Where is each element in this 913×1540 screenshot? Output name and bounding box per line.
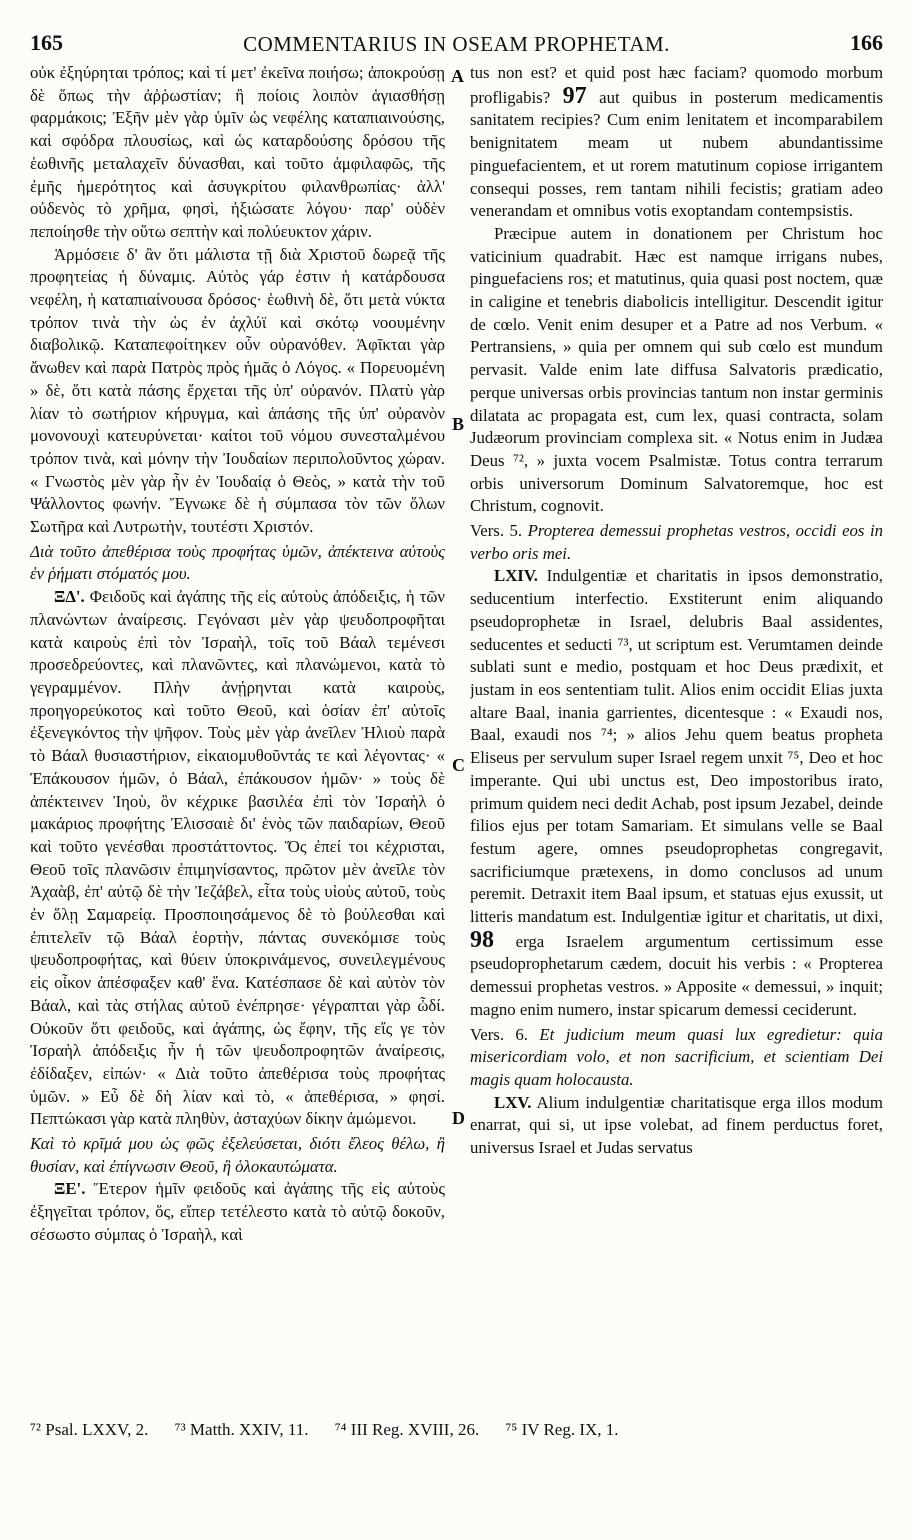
greek-paragraph: οὐκ ἐξηύρηται τρόπος; καὶ τί μετ' ἐκεῖνα ποιήσω; ἀποκρούσῃ δὲ ὅπως τὴν ἀῤῥωστίαν; ἢ ποίοις λοιπὸν ἁγιασθήσῃ φαρμάκοις; Ἐξῆν μὲν γὰρ ὑμῖν ὡς νεφέλης καταπιαινούσης, καὶ σφόδρα πλουσίως, καὶ ὡς καταρδούσης δρόσου τῆς ἑωθινῆς μεταλαχεῖν δύνασθαι, καὶ τοῦτο ἀμφιλαφῶς, τῆς ἐμῆς ἡμερότητος καὶ ἀσυγκρίτου φιλανθρωπίας· ἀλλ' οὐδενὸς τὸ χρῆμα, φησὶ, ἠξιώσατε λόγου· παρ' οὐδὲν πεποίησθε τὴν οὕτω σεπτὴν καὶ πολύευκτον χάριν.: [30, 63, 445, 241]
verse-text: Propterea demessui prophetas vestros, occidi eos in verbo oris mei.: [470, 521, 883, 563]
latin-text: Alium indulgentiæ charitatisque erga illos modum enarrat, qui si, ut ipse volebat, ad finem perductus foret, universus Israel et Judas servatus: [470, 1092, 883, 1158]
page-number-right: 166: [850, 30, 883, 55]
section-number: LXIV.: [494, 566, 538, 586]
section-number: ΞΕ'.: [54, 1179, 86, 1199]
verse-text: Et judicium meum quasi lux egredietur: quia misericordiam volo, et non sacrificium, et scientiam Dei magis quam holocausta.: [470, 1024, 883, 1089]
verse-label: Vers. 6.: [470, 1024, 528, 1044]
greek-lemma: Διὰ τοῦτο ἀπεθέρισα τοὺς προφήτας ὑμῶν, ἀπέκτεινα αὐτοὺς ἐν ῥήματι στόματός μου.: [30, 541, 445, 584]
latin-text: erga Israelem argumentum certissimum esse pseudoprophetarum cædem, docuit his verbis : « Propterea demessui prophetas vestros. » Apposite « demessui, » inquit; magno enim numero, instar spicarum demessi ceciderunt.: [470, 931, 883, 1019]
footnote: ⁷⁴ III Reg. XVIII, 26.: [334, 1420, 480, 1439]
footnote: ⁷² Psal. LXXV, 2.: [30, 1420, 149, 1439]
latin-text: tus non est? et quid post hæc faciam? quomodo morbum profligabis?: [470, 63, 883, 107]
section-number: ΞΔ'.: [54, 587, 85, 607]
verse-lemma: [470, 1024, 883, 1092]
greek-column: [30, 62, 445, 1442]
latin-text: aut quibus in posterum medicamentis sanitatem recipies? Cum enim lenitatem et incomparabilem benignitatem meam ut nubem abundantissime pinguefacientem, et ut rorem matutinum copiose irrigantem consequi posses, rem tantam nihili fecistis; gratiam adeo venerandam et omnibus votis exoptandam contempsistis.: [470, 87, 883, 221]
margin-letter-a: A: [451, 66, 464, 86]
footnote: ⁷⁵ IV Reg. IX, 1.: [505, 1420, 619, 1439]
margin-letter-d: D: [452, 1108, 465, 1128]
greek-text: Φειδοῦς καὶ ἀγάπης τῆς εἰς αὐτοὺς ἀπόδειξις, ἡ τῶν πλανώντων ἀναίρεσις. Γεγόνασι μὲν γὰρ ψευδοπροφῆται κατὰ καιροὺς ἐπὶ τὸν Ἰσραὴλ, τοῖς τοῦ Βάαλ τεμένεσι προσεδρεύοντες, καὶ πλανῶντες, καὶ πλανώμενοι, κατὰ τὸ γεγραμμένον. Πλὴν ἀνῄρηνται κατὰ καιροὺς, προηγορεύκοτος καὶ τοῦτο Θεοῦ, καὶ ὁσίαν ἐπ' αὐτοῖς ἐξενεγκόντος τὴν ψῆφον. Τοὺς μὲν γὰρ ἀνεῖλεν Ἠλιοὺ παρὰ τὸ Βάαλ θυσιαστήριον, εἰκαιομυθοῦντάς τε καὶ λέγοντας· « Ἐπάκουσον ἡμῶν, ὁ Βάαλ, ἐπάκουσον ἡμῶν· » τοὺς δὲ ἀπέκτεινεν Ἰηοὺ, ὃν κέχρικε βασιλέα ἐπὶ τὸν Ἰσραὴλ ὁ μακάριος προφήτης Ἐλισσαιὲ δι' ἑνὸς τῶν παιδαρίων, Θεοῦ καὶ τοῦτο γενέσθαι προστάττοντος. Ὅς ἐπεί τοι κέχρισται, Θεοῦ τοῖς πλανῶσιν ἐπιμηνίσαντος, πρῶτον μὲν ἀνεῖλε τὸν Ἀχαὰβ, ἐπ' αὐτῷ δὲ τὴν Ἰεζάβελ, εἶτα τοὺς υἱοὺς αὐτοῦ, τοὺς ἐν ὅλῃ Σαμαρείᾳ. Προσποιησάμενος δὲ τὸ βούλεσθαι καὶ ἐπιτελεῖν τῷ Βάαλ ἑορτὴν, πάντας συνεκόμισε τοὺς ψευδοπροφήτας, καὶ θύειν ὑποκρινάμενος, συνειλεγμένους εἰς οἶκον ἀπέσφαξεν καθ' ἕνα. Κατέσπασε δὲ καὶ αὐτὸν τὸν Βάαλ, καὶ τὰς στήλας αὐτοῦ ἐνέπρησε· γέγραπται γὰρ ὧδί. Οὐκοῦν ὅτι φειδοῦς, καὶ ἀγάπης, ὡς ἔφην, τῆς εἴς γε τὸν Ἰσραὴλ ἀπόδειξις ἦν ἡ τῶν ψευδοπροφητῶν ἀναίρεσις, ἐδίδαξεν, εἰπών· « Διὰ τοῦτο ἀπεθέρισα τοὺς προφήτας ὑμῶν. » Εὖ δὲ δὴ λίαν καὶ τὸ, « ἀπεθέρισα, » φησί. Πεπτώκασι γὰρ κατὰ πληθὺν, ἀσταχύων δίκην ἀμώμενοι.: [30, 587, 445, 1129]
latin-paragraph: [470, 565, 883, 1021]
greek-lemma: Καὶ τὸ κρῖμά μου ὡς φῶς ἐξελεύσεται, διότι ἔλεος θέλω, ἢ θυσίαν, καὶ ἐπίγνωσιν Θεοῦ, ἢ ὁλοκαυτώματα.: [30, 1134, 445, 1176]
latin-paragraph: Præcipue autem in donationem per Christum hoc vaticinium quadrabit. Hæc est namque irrigans nubes, pinguefaciens ros; et matutinus, quia quasi post noctem, quæ in caligine et tenebris diabolicis intelligitur. Descendit igitur de cœlo. Venit enim desuper et a Patre ad nos Verbum. « Pertransiens, » quia per omnem qui sub cœlo est mundum pervasit. Valde enim late diffusa Salvatoris prædicatio, perque universas orbis provincias tantum non instar germinis dilatata ac propagata est, cum lex, quasi contracta, solam Judæorum provinciam complexa sit. « Notus enim in Judæa Deus ⁷², » juxta vocem Psalmistæ. Totus contra terrarum orbis universorum Dominum Salvatoremque, hoc est Christum, cognovit.: [470, 223, 883, 516]
column-number: 97: [562, 82, 587, 109]
greek-paragraph: [30, 1178, 445, 1246]
verse-lemma: [470, 520, 883, 565]
latin-column: [470, 62, 883, 1442]
verse-label: Vers. 5.: [470, 521, 523, 541]
page-number-left: 165: [30, 30, 63, 55]
latin-paragraph: [470, 62, 883, 223]
greek-paragraph: Ἁρμόσειε δ' ἂν ὅτι μάλιστα τῇ διὰ Χριστοῦ δωρεᾷ τῆς προφητείας ἡ δύναμις. Αὐτὸς γάρ ἐστιν ἡ κατάρδουσα νεφέλη, ἡ καταπιαίνουσα δρόσος· ἑωθινὴ δὲ, ὅτι μετὰ νύκτα τρόπον τινὰ τὴν ὡς ἐν ἀχλύϊ καὶ σκότῳ νοουμένην διαβολικῷ. Καταπεφοίτηκεν οὖν οὐρανόθεν. Ἀφῖκται γὰρ ἄνωθεν καὶ παρὰ Πατρὸς πρὸς ἡμᾶς ὁ Λόγος. « Πορευομένη » δὲ, ὅτι κατὰ πάσης ἔρχεται τῆς ὑπ' οὐρανόν. Πλατὺ γὰρ λίαν τὸ σωτήριον κήρυγμα, καὶ ἁπάσης τῆς ὑπ' οὐρανὸν μονονουχὶ κατευρύνεται· καίτοι τοῦ νόμου συνεσταλμένου τρόπον τινὰ, καὶ μόνην τὴν Ἰουδαίων περιπολοῦντος χώραν. « Γνωστὸς μὲν γὰρ ἦν ἐν Ἰουδαίᾳ ὁ Θεὸς, » κατὰ τὴν τοῦ Ψάλλοντος φωνήν. Ἔγνωκε δὲ ἡ σύμπασα τὸν τῶν ὅλων Σωτῆρα καὶ Λυτρωτὴν, τουτέστι Χριστόν.: [30, 244, 445, 537]
section-number: LXV.: [494, 1092, 532, 1112]
running-title: COMMENTARIUS IN OSEAM PROPHETAM.: [243, 32, 670, 56]
latin-text: Indulgentiæ et charitatis in ipsos demonstratio, seducentium interfectio. Exstiterunt enim aliquando pseudoprophetæ in Israel, delubris Baal assidentes, seducentes et seducti ⁷³, ut scriptum est. Verumtamen deinde sublati sunt e medio, postquam et hoc Deus prædixit, et justam in eos sententiam tulit. Alios enim occidit Elias juxta altare Baal, inania garrientes, dicentesque : « Exaudi nos, Baal, exaudi nos ⁷⁴; » alios Jehu quem beatus propheta Eliseus per servulum super Israel regem unxit ⁷⁵, Deo et hoc imperante. Qui ubi unctus est, Deo impostoribus irato, primum quidem neci dedit Achab, post ipsum Jezabel, deinde filios ejus per totam Samariam. Et simulans velle se Baal festum agere, omnes pseudoprophetas congregavit, sacrificiumque prætexens, in domo conclusos ad unum peremit. Detraxit item Baal ipsum, et statuas ejus exussit, ut litteris mandatum est. Indulgentiæ igitur et charitatis, ut dixi,: [470, 566, 883, 927]
footnotes: [30, 1420, 883, 1446]
greek-paragraph: [30, 586, 445, 1131]
footnote: ⁷³ Matth. XXIV, 11.: [174, 1420, 309, 1439]
margin-letter-c: C: [452, 755, 465, 775]
running-header: [30, 30, 883, 56]
margin-letter-b: B: [452, 414, 465, 434]
column-number: 98: [470, 926, 494, 953]
greek-text: Ἕτερον ἡμῖν φειδοῦς καὶ ἀγάπης τῆς εἰς αὐτοὺς ἐξηγεῖται τρόπον, ὅς, εἴπερ τετέλεστο κατὰ τὸ αὐτῷ δοκοῦν, σέσωστο σύμπας ὁ Ἰσραὴλ, καὶ: [30, 1179, 445, 1244]
latin-paragraph: [470, 1092, 883, 1160]
